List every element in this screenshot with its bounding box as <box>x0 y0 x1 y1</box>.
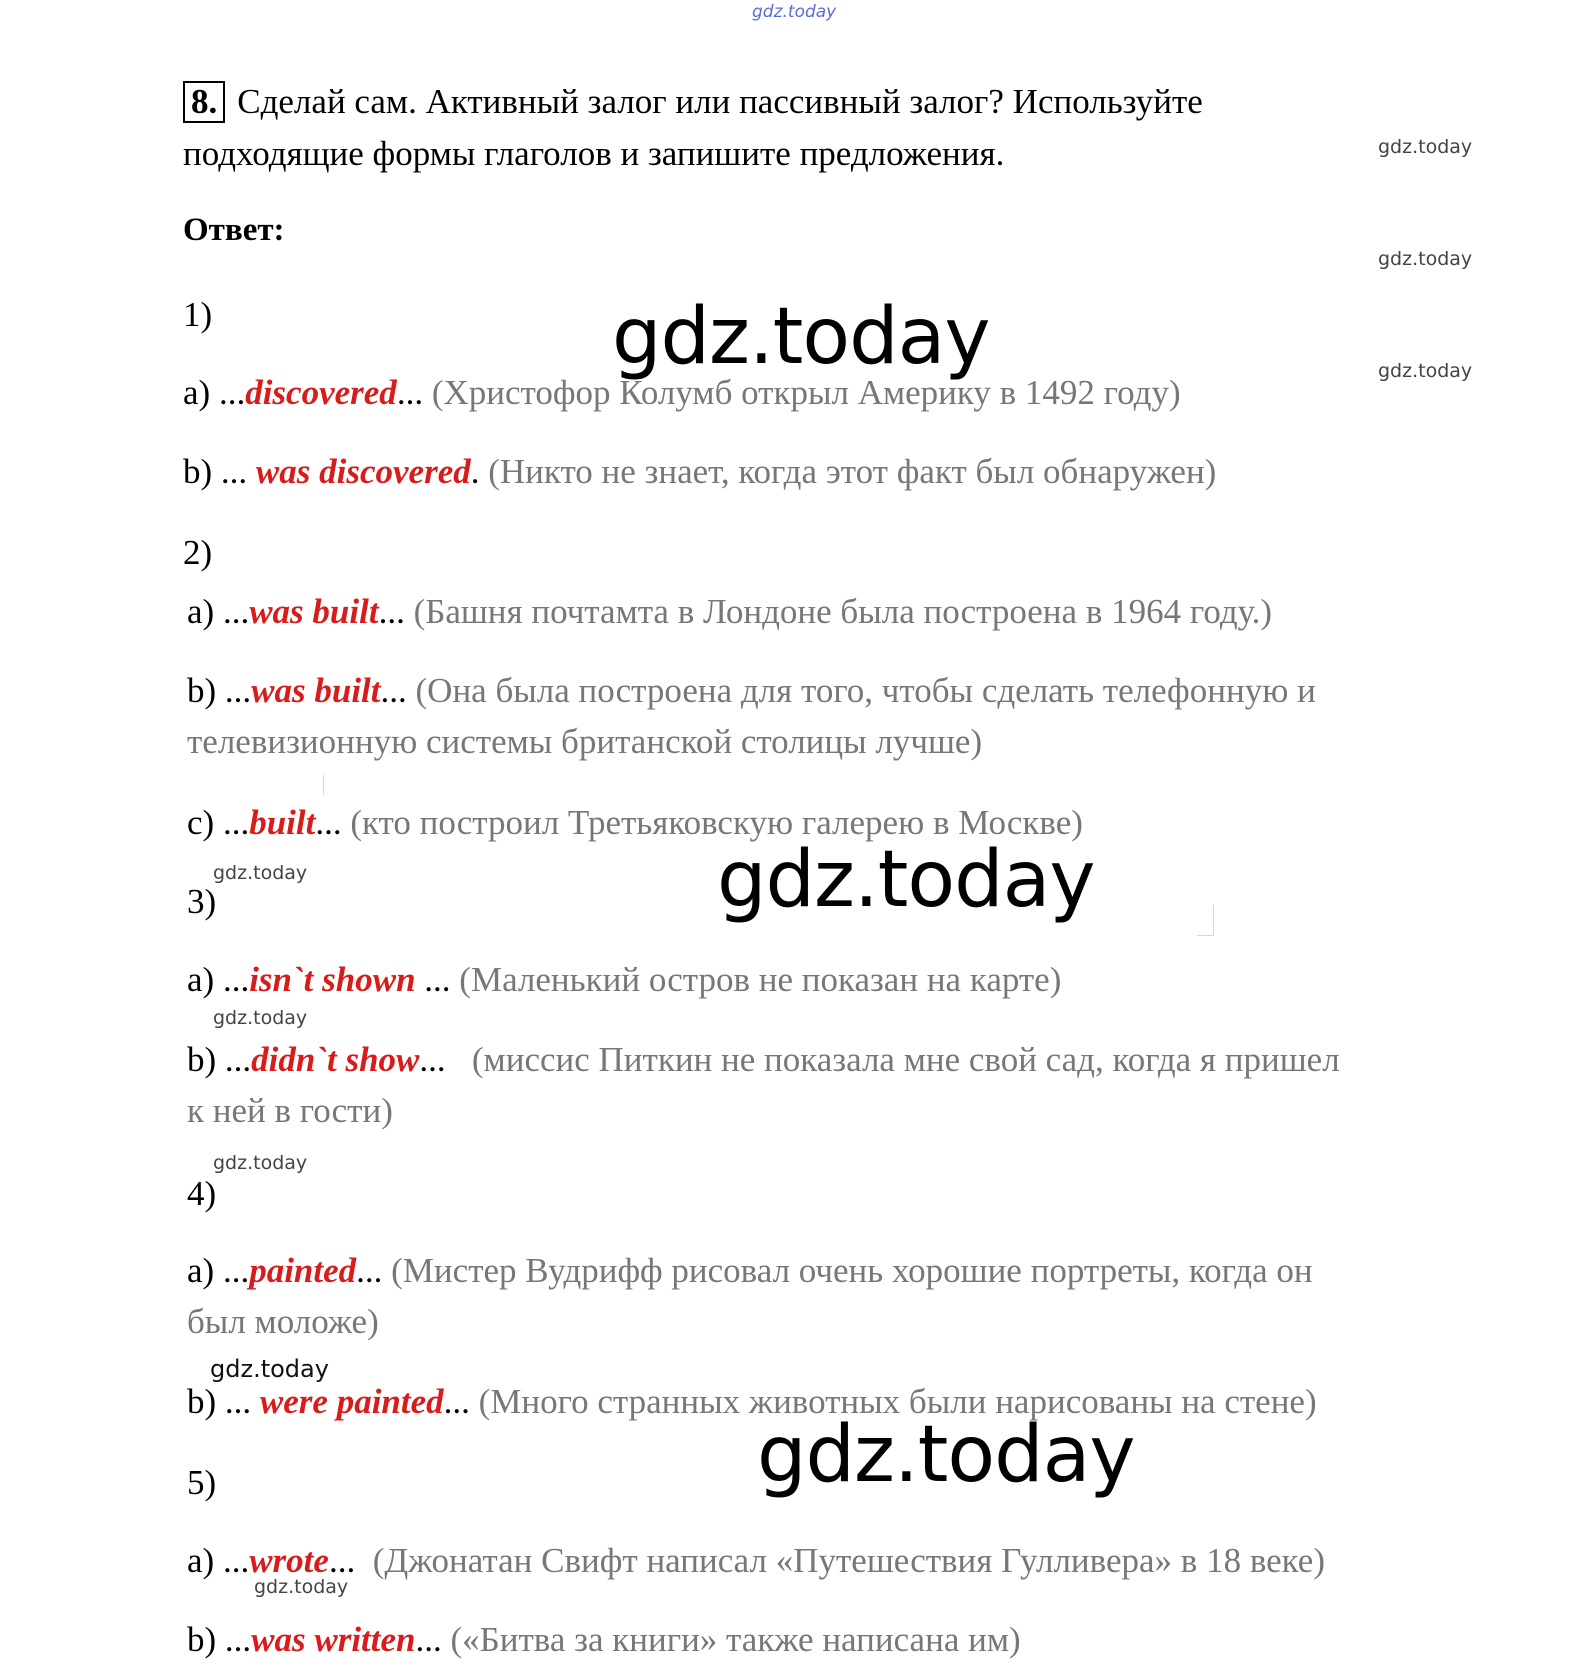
answer-verb: was discovered <box>255 452 471 491</box>
group-label: 2) <box>183 533 213 572</box>
answer-verb: painted <box>249 1251 357 1290</box>
translation-continued: был моложе) <box>187 1302 379 1341</box>
answer-heading: Ответ: <box>183 212 285 248</box>
item-letter: b) ... <box>187 671 252 710</box>
watermark-medium: gdz.today <box>210 1355 329 1383</box>
item-letter: a) ... <box>187 960 250 999</box>
translation: (Башня почтамта в Лондоне была построена в 1964 году.) <box>404 592 1273 631</box>
answer-line <box>187 1535 1325 1587</box>
group-label: 1) <box>183 295 213 334</box>
item-after: ... <box>443 1382 470 1421</box>
translation-continued: телевизионную системы британской столицы лучше) <box>187 722 983 761</box>
item-letter: b) ... <box>187 1620 252 1659</box>
answer-verb: were painted <box>259 1382 444 1421</box>
item-after: ... <box>378 592 405 631</box>
translation: (кто построил Третьяковскую галерею в Москве) <box>341 803 1083 842</box>
translation: (Она была построена для того, чтобы сделать телефонную и <box>406 671 1316 710</box>
answer-verb: discovered <box>245 373 397 412</box>
answer-line <box>183 446 1216 498</box>
watermark-small: gdz.today <box>1378 248 1473 270</box>
faint-line <box>323 775 325 795</box>
item-after: ... <box>415 960 451 999</box>
item-letter: a) ... <box>187 592 250 631</box>
answer-line <box>187 1614 1021 1666</box>
task-text-line1: Сделай сам. Активный залог или пассивный залог? Используйте <box>237 82 1203 121</box>
answer-verb: built <box>249 803 316 842</box>
watermark-small: gdz.today <box>213 862 308 884</box>
watermark-large: gdz.today <box>612 292 990 382</box>
translation: («Битва за книги» также написана им) <box>441 1620 1021 1659</box>
translation: (Мистер Вудрифф рисовал очень хорошие портреты, когда он <box>382 1251 1313 1290</box>
answer-verb: was built <box>251 671 381 710</box>
task-statement <box>183 76 1203 180</box>
item-after: ... <box>328 1541 356 1580</box>
watermark-small: gdz.today <box>213 1152 308 1174</box>
translation: (миссис Питкин не показала мне свой сад, когда я пришел <box>445 1040 1340 1079</box>
task-text-line2: подходящие формы глаголов и запишите предложения. <box>183 134 1005 173</box>
item-after: ... <box>396 373 424 412</box>
translation: (Маленький остров не показан на карте) <box>450 960 1062 999</box>
answer-line <box>187 954 1061 1006</box>
item-letter: c) ... <box>187 803 250 842</box>
item-letter: b) ... <box>187 1040 252 1079</box>
answer-line <box>187 797 1083 849</box>
translation: (Христофор Колумб открыл Америку в 1492 году) <box>423 373 1181 412</box>
watermark-small: gdz.today <box>213 1007 308 1029</box>
item-letter: b) ... <box>183 452 256 491</box>
translation: (Джонатан Свифт написал «Путешествия Гулливера» в 18 веке) <box>355 1541 1326 1580</box>
item-after: ... <box>419 1040 446 1079</box>
answer-verb: was written <box>251 1620 416 1659</box>
watermark-small: gdz.today <box>254 1576 349 1598</box>
answer-verb: wrote <box>249 1541 329 1580</box>
group-label: 5) <box>187 1463 217 1502</box>
item-letter: a) ... <box>187 1251 250 1290</box>
group-label: 4) <box>187 1174 217 1213</box>
translation: (Никто не знает, когда этот факт был обнаружен) <box>479 452 1217 491</box>
item-after: ... <box>356 1251 383 1290</box>
item-after: ... <box>415 1620 442 1659</box>
item-after: ... <box>380 671 407 710</box>
translation-continued: к ней в гости) <box>187 1091 393 1130</box>
translation: (Много странных животных были нарисованы на стене) <box>469 1382 1317 1421</box>
item-after: ... <box>315 803 342 842</box>
answer-line <box>183 367 1181 419</box>
answer-verb: was built <box>249 592 379 631</box>
watermark-large: gdz.today <box>757 1410 1135 1500</box>
item-after: . <box>470 452 480 491</box>
answer-verb: isn`t shown <box>249 960 416 999</box>
answer-line <box>187 1245 1313 1297</box>
answer-line <box>187 665 1316 717</box>
group-label: 3) <box>187 882 217 921</box>
faint-line <box>1197 905 1214 936</box>
item-letter: b) ... <box>187 1382 260 1421</box>
answer-line <box>187 1034 1340 1086</box>
watermark-small: gdz.today <box>1378 136 1473 158</box>
item-letter: a) ... <box>183 373 246 412</box>
watermark-large: gdz.today <box>717 835 1095 925</box>
answer-line <box>187 1376 1317 1428</box>
answer-line <box>187 586 1272 638</box>
watermark-small: gdz.today <box>1378 360 1473 382</box>
task-number: 8. <box>183 81 225 123</box>
answer-verb: didn`t show <box>251 1040 420 1079</box>
watermark-top: gdz.today <box>752 2 837 22</box>
item-letter: a) ... <box>187 1541 250 1580</box>
